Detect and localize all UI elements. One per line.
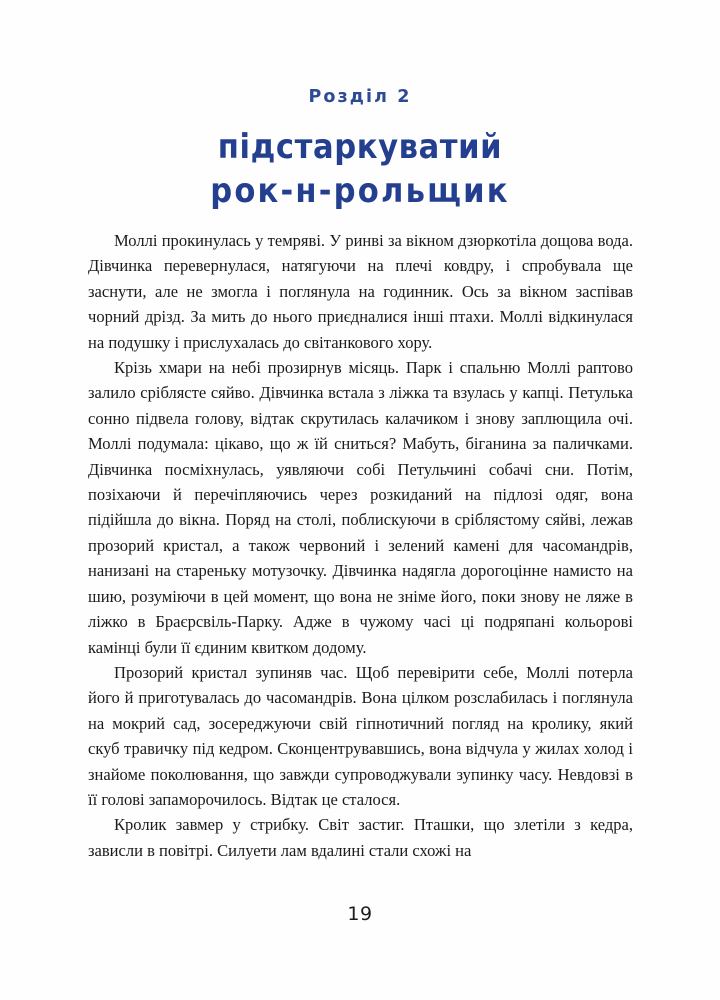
body-paragraph: Крізь хмари на небі прозирнув місяць. Парк і спальню Моллі раптово залило сріблясте сяйво. Дівчинка встала з ліжка та взулась у капці. Петулька сонно підвела голову, відтак скрутилась калачиком і знову заплющила очі. Моллі подумала: цікаво, що ж їй сниться? Мабуть, біганина за паличками. Дівчинка посміхнулась, уявляючи собі Петульчині собачі сни. Потім, позіхаючи й перечіпляючись через розкиданий на підлозі одяг, вона підійшла до вікна. Поряд на столі, поблискуючи в сріблястому сяйві, лежав прозорий кристал, а також червоний і зелений камені для часомандрів, нанизані на стареньку мотузочку. Дівчинка надягла дорогоцінне намисто на шию, розуміючи в цей момент, що вона не зніме його, поки знову не ляже в ліжко в Браєрсвіль-Парку. Адже в чужому часі ці подряпані кольорові камінці були її єдиним квитком додому. — [88, 358, 633, 657]
chapter-title-line-1: підстаркуватий — [217, 127, 503, 168]
body-text — [88, 228, 633, 863]
chapter-header — [0, 88, 720, 211]
body-paragraph: Кролик завмер у стрибку. Світ застиг. Пташки, що злетіли з кедра, зависли в повітрі. Силуети лам вдалині стали схожі на — [88, 815, 633, 860]
body-paragraph: Прозорий кристал зупиняв час. Щоб перевірити себе, Моллі потерла його й приготувалась до часомандрів. Вона цілком розслабилась і поглянула на мокрий сад, зосереджуючи свій гіпнотичний погляд на кролику, який скуб травичку під кедром. Сконцентрувавшись, вона відчула у жилах холод і знайоме поколювання, що завжди супроводжували зупинку часу. Невдовзі в її голові запаморочилось. Відтак це сталося. — [88, 662, 633, 809]
chapter-label: Розділ 2 — [308, 87, 412, 107]
chapter-title-line-2: рок-н-рольщик — [210, 171, 510, 212]
chapter-title — [0, 107, 720, 211]
page-number: 19 — [347, 903, 373, 925]
body-paragraph: Моллі прокинулась у темряві. У ринві за вікном дзюркотіла дощова вода. Дівчинка перевернулася, натягуючи на плечі ковдру, і спробувала ще заснути, але не змогла і поглянула на годинник. Ось за вікном заспівав чорний дрізд. За мить до нього приєдналися інші птахи. Моллі відкинулася на подушку і прислухалась до світанкового хору. — [88, 231, 633, 352]
